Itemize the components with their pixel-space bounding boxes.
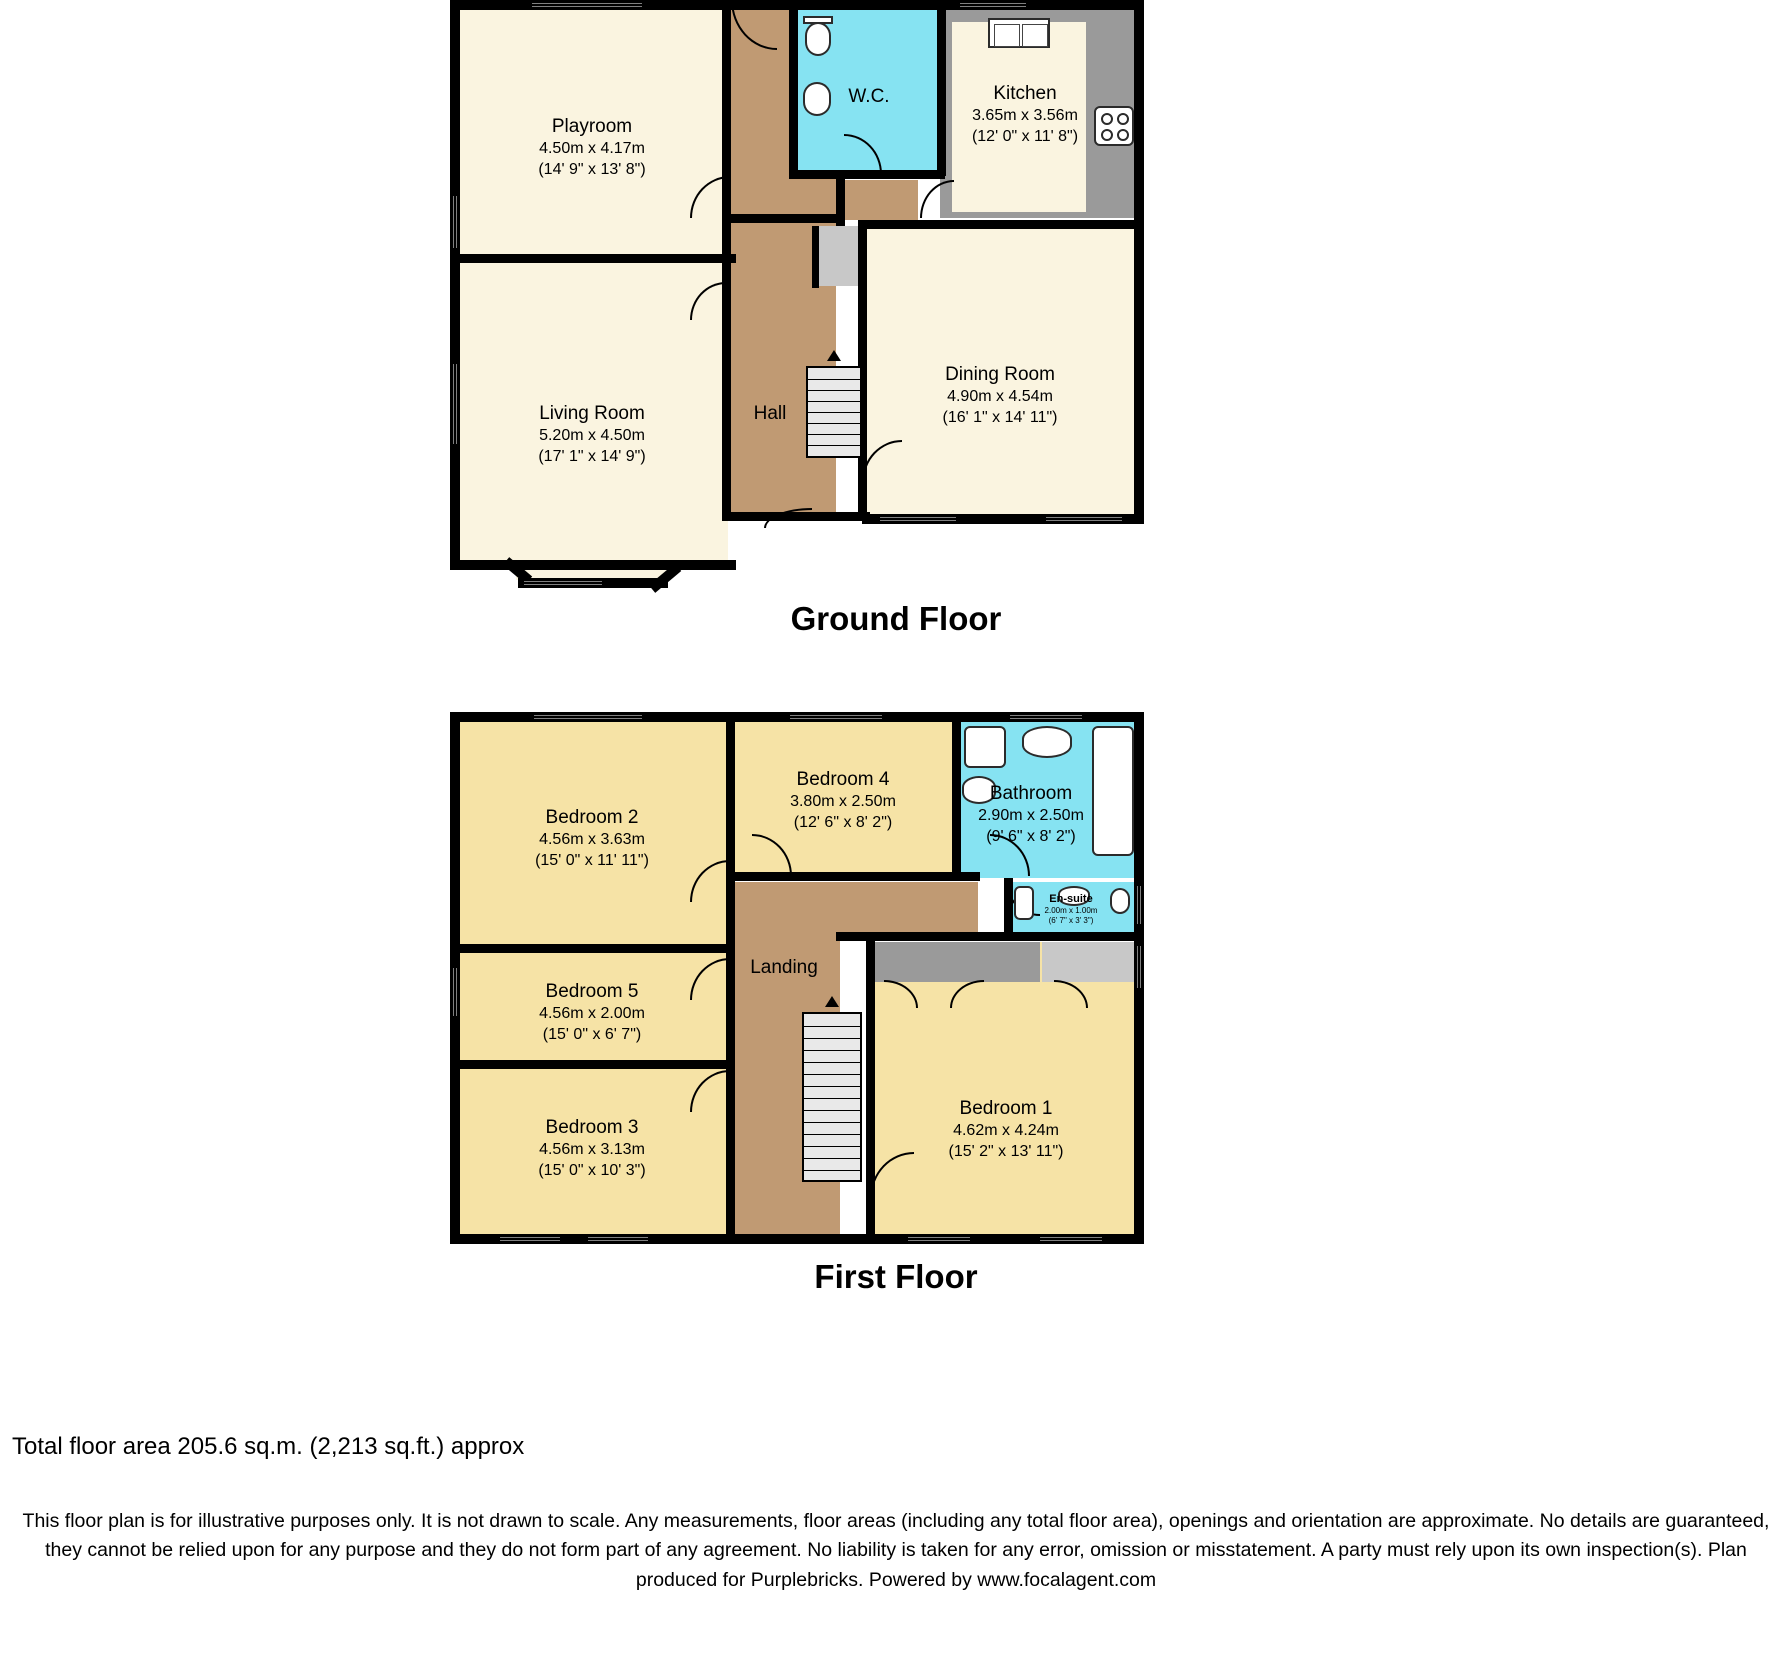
room-dim-imperial: (16' 1" x 14' 11") — [942, 408, 1058, 426]
sink-icon-bathroom — [1022, 726, 1072, 758]
label-living-room — [456, 402, 728, 467]
ground-floor-plan — [0, 0, 1792, 660]
room-dim-metric: 3.65m x 3.56m — [972, 107, 1078, 125]
window-bedroom-1-bottom — [908, 1234, 970, 1244]
room-name: Hall — [753, 403, 787, 424]
ground-floor-title: Ground Floor — [790, 600, 1002, 637]
window-bedroom-4-top — [790, 712, 882, 722]
room-dim-metric: 4.50m x 4.17m — [539, 140, 645, 158]
window-dining-bottom-1 — [880, 514, 956, 524]
room-dim-imperial: (15' 0" x 6' 7") — [542, 1025, 642, 1043]
label-hall — [731, 402, 809, 426]
window-bedroom-1-bottom-2 — [1040, 1234, 1102, 1244]
shower-tray-icon — [964, 726, 1006, 768]
room-name: Bedroom 1 — [959, 1098, 1053, 1119]
room-dim-metric: 4.56m x 3.13m — [539, 1141, 645, 1159]
room-dim-metric: 5.20m x 4.50m — [539, 427, 645, 445]
wall-hall-left-2 — [722, 196, 731, 520]
room-name: Bedroom 4 — [796, 769, 890, 790]
room-dim-imperial: (12' 0" x 11' 8") — [971, 127, 1079, 145]
window-bedroom-1-right — [1134, 946, 1144, 988]
window-playroom-top — [532, 0, 642, 10]
bedroom-1-wardrobes — [874, 942, 1040, 982]
bedroom-1-unit — [1042, 942, 1138, 982]
room-name: En-suite — [1049, 893, 1093, 905]
label-bedroom-3 — [456, 1116, 728, 1181]
total-floor-area: Total floor area 205.6 sq.m. (2,213 sq.ft.) approx — [12, 1433, 525, 1460]
room-dim-metric: 4.56m x 3.63m — [539, 831, 645, 849]
window-bedroom-3-bottom — [500, 1234, 560, 1244]
room-dim-metric: 2.00m x 1.00m — [1044, 906, 1098, 916]
wall-kitchen-dining — [862, 220, 1138, 229]
wall-hall-step — [731, 214, 841, 223]
stairs-first — [802, 1012, 862, 1182]
room-name: W.C. — [848, 86, 890, 107]
room-name: Living Room — [539, 403, 645, 424]
label-bathroom — [936, 782, 1126, 847]
cistern-icon — [803, 16, 833, 24]
label-bedroom-2 — [456, 806, 728, 871]
room-name: Bedroom 3 — [545, 1117, 639, 1138]
wall-cupboard-right — [812, 226, 819, 288]
label-bedroom-5 — [456, 980, 728, 1045]
window-bathroom-top — [1010, 712, 1082, 722]
kitchen-sink-icon — [988, 18, 1050, 48]
room-name: Landing — [750, 957, 818, 978]
room-name: Playroom — [551, 116, 633, 137]
label-bedroom-1 — [874, 1097, 1138, 1162]
room-dim-imperial: (6' 7" x 3' 3") — [1048, 916, 1094, 926]
room-dim-metric: 4.62m x 4.24m — [953, 1122, 1059, 1140]
wall-right — [1134, 0, 1144, 522]
window-dining-bottom-2 — [1046, 514, 1122, 524]
first-floor-plan — [0, 700, 1792, 1320]
room-dim-metric: 4.56m x 2.00m — [539, 1005, 645, 1023]
disclaimer-text: This floor plan is for illustrative purposes only. It is not drawn to scale. Any measurements, floor areas (including any total floor area), openings and orientation are approximate. No details are guaranteed, they cannot be relied upon for any purpose and they do not form part of any agreement. No liability is taken for any error, omission or misstatement. A party must rely upon its own inspection(s). Plan produced for Purplebricks. Powered by www.focalagent.com — [22, 1510, 1770, 1591]
room-dim-imperial: (12' 6" x 8' 2") — [793, 813, 893, 831]
window-bay-bottom — [524, 578, 602, 588]
window-kitchen-top — [960, 0, 1026, 10]
wall-landing-left-2 — [726, 900, 735, 956]
first-floor-title: First Floor — [814, 1258, 978, 1295]
stairs-direction-arrow — [827, 350, 841, 361]
room-name: Dining Room — [945, 364, 1055, 385]
room-dim-imperial: (15' 0" x 11' 11") — [535, 851, 649, 869]
stairs-ground — [806, 366, 862, 458]
window-playroom-left — [450, 196, 460, 248]
label-wc — [795, 85, 943, 109]
window-ensuite-right — [1134, 886, 1144, 924]
room-dim-imperial: (17' 1" x 14' 9") — [538, 447, 646, 465]
room-dim-metric: 2.90m x 2.50m — [978, 807, 1084, 825]
window-bedroom-2-top — [534, 712, 642, 722]
room-name: Bedroom 5 — [545, 981, 639, 1002]
label-kitchen — [930, 82, 1120, 147]
room-name: Bathroom — [989, 783, 1073, 804]
room-name: Bedroom 2 — [545, 807, 639, 828]
wall-bed5-bed3 — [456, 1060, 732, 1069]
room-dim-imperial: (15' 0" x 10' 3") — [538, 1161, 646, 1179]
stairs-direction-arrow — [825, 996, 839, 1007]
room-dim-metric: 4.90m x 4.54m — [947, 388, 1053, 406]
room-dim-metric: 3.80m x 2.50m — [790, 793, 896, 811]
room-dim-imperial: (9' 6" x 8' 2") — [986, 827, 1076, 845]
wall-bed2-bed5 — [456, 944, 732, 953]
door-kitchen — [920, 180, 954, 218]
label-bedroom-4 — [732, 768, 954, 833]
label-playroom — [456, 115, 728, 180]
wall-bottom-left — [450, 560, 736, 570]
window-bedroom-3-bottom-2 — [588, 1234, 648, 1244]
wall-playroom-living — [456, 254, 736, 263]
label-ensuite — [1014, 892, 1128, 927]
room-dim-imperial: (14' 9" x 13' 8") — [538, 160, 646, 178]
wall-ensuite-bottom — [1004, 932, 1144, 941]
room-dim-imperial: (15' 2" x 13' 11") — [948, 1142, 1064, 1160]
label-landing — [732, 956, 836, 980]
room-name: Kitchen — [993, 83, 1057, 104]
wall-landing-bed1 — [836, 932, 1008, 941]
label-dining-room — [862, 363, 1138, 428]
toilet-icon — [805, 22, 831, 56]
